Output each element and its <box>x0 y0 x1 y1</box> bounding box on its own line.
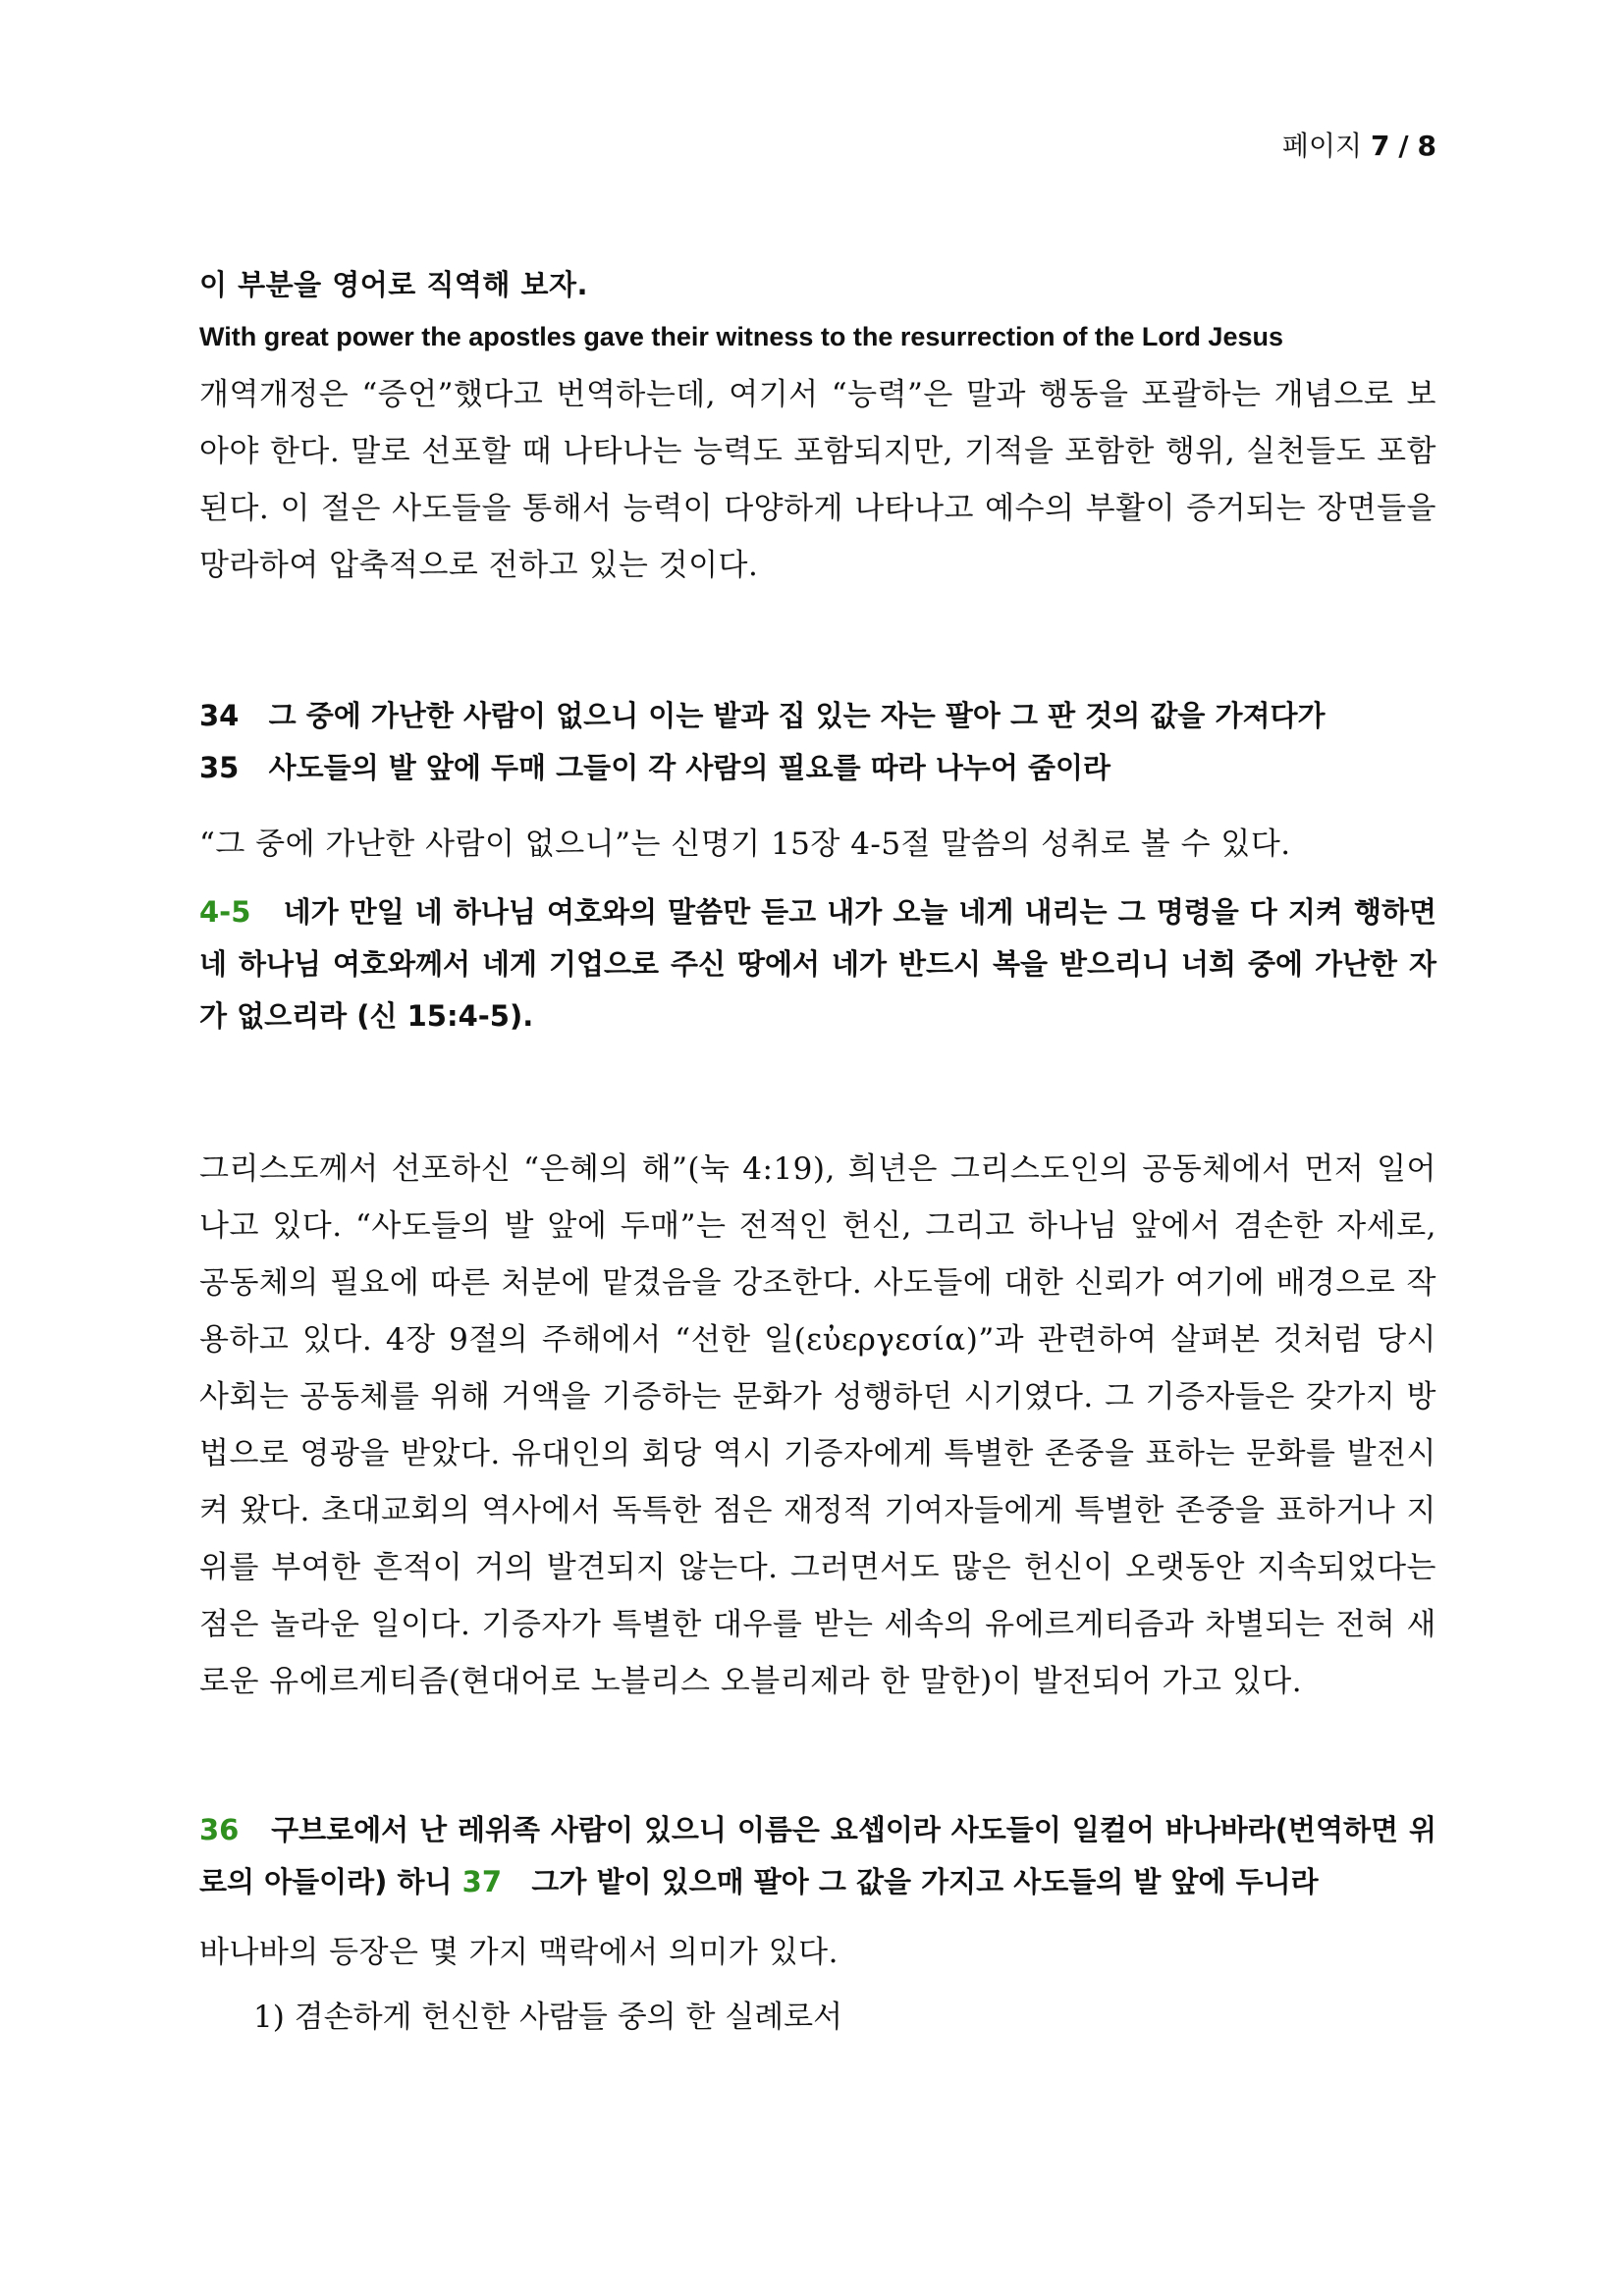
list-item: 1) 겸손하게 헌신한 사람들 중의 한 실례로서 <box>253 2000 843 2035</box>
page-number <box>1282 125 1436 164</box>
paragraph-1: 개역개정은 “증언”했다고 번역하는데, 여기서 “능력”은 말과 행동을 포괄하는 개념으로 보아야 한다. 말로 선포할 때 나타나는 능력도 포함되지만, 기적을 포함한 행위, 실천들도 포함된다. 이 절은 사도들을 통해서 능력이 다양하게 나타나고 예수의 부활이 증거되는 장면들을 망라하여 압축적으로 전하고 있는 것이다. <box>199 377 1436 583</box>
verse-number: 37 <box>461 1865 503 1898</box>
paragraph-3: 그리스도께서 선포하신 “은혜의 해”(눅 4:19), 희년은 그리스도인의 공동체에서 먼저 일어나고 있다. “사도들의 발 앞에 두매”는 전적인 헌신, 그리고 하나님 앞에서 겸손한 자세로, 공동체의 필요에 따른 처분에 맡겼음을 강조한다. 사도들에 대한 신뢰가 여기에 배경으로 작용하고 있다. 4장 9절의 주해에서 “선한 일(εὐεργεσία)”과 관련하여 살펴본 것처럼 당시 사회는 공동체를 위해 거액을 기증하는 문화가 성행하던 시기였다. 그 기증자들은 갖가지 방법으로 영광을 받았다. 유대인의 회당 역시 기증자에게 특별한 존중을 표하는 문화를 발전시켜 왔다. 초대교회의 역사에서 독특한 점은 재정적 기여자들에게 특별한 존중을 표하거나 지위를 부여한 흔적이 거의 발견되지 않는다. 그러면서도 많은 헌신이 오랫동안 지속되었다는 점은 놀라운 일이다. 기증자가 특별한 대우를 받는 세속의 유에르게티즘과 차별되는 전혀 새로운 유에르게티즘(현대어로 노블리스 오블리제라 한 말한)이 발전되어 가고 있다. <box>199 1151 1436 1699</box>
page-current: 7 <box>1370 130 1390 162</box>
paragraph-4: 바나바의 등장은 몇 가지 맥락에서 의미가 있다. <box>199 1935 839 1970</box>
verse-number: 4-5 <box>199 895 251 929</box>
verse-number: 35 <box>199 751 240 784</box>
verse-35 <box>199 742 1436 794</box>
verse-block-34-35 <box>199 690 1436 794</box>
page-separator: / <box>1398 130 1409 162</box>
verse-text: 사도들의 발 앞에 두매 그들이 각 사람의 필요를 따라 나누어 줌이라 <box>268 751 1110 784</box>
verse-text: 그가 밭이 있으매 팔아 그 값을 가지고 사도들의 발 앞에 두니라 <box>531 1865 1319 1898</box>
verse-block-36-37 <box>199 1804 1436 1908</box>
verse-text: 그 중에 가난한 사람이 없으니 이는 밭과 집 있는 자는 팔아 그 판 것의 값을 가져다가 <box>268 699 1326 732</box>
deuteronomy-quote <box>199 886 1436 1042</box>
intro-line: 이 부분을 영어로 직역해 보자. <box>199 268 589 301</box>
verse-number: 34 <box>199 699 240 732</box>
page-label: 페이지 <box>1281 130 1363 162</box>
verse-number: 36 <box>199 1813 240 1846</box>
page-total: 8 <box>1417 130 1436 162</box>
verse-34 <box>199 690 1436 742</box>
verse-text: 네가 만일 네 하나님 여호와의 말씀만 듣고 내가 오늘 네게 내리는 그 명령을 다 지켜 행하면 네 하나님 여호와께서 네게 기업으로 주신 땅에서 네가 반드시 복을 받으리니 너희 중에 가난한 자가 없으리라 (신 15:4-5). <box>199 895 1436 1033</box>
verse-text: 구브로에서 난 레위족 사람이 있으니 이름은 요셉이라 사도들이 일컬어 바나바라(번역하면 위로의 아들이라) 하니 <box>199 1813 1436 1898</box>
paragraph-2: “그 중에 가난한 사람이 없으니”는 신명기 15장 4-5절 말씀의 성취로 볼 수 있다. <box>199 827 1291 862</box>
english-quote: With great power the apostles gave their witness to the resurrection of the Lord Jesus <box>199 322 1283 351</box>
page-body <box>199 265 1436 2046</box>
